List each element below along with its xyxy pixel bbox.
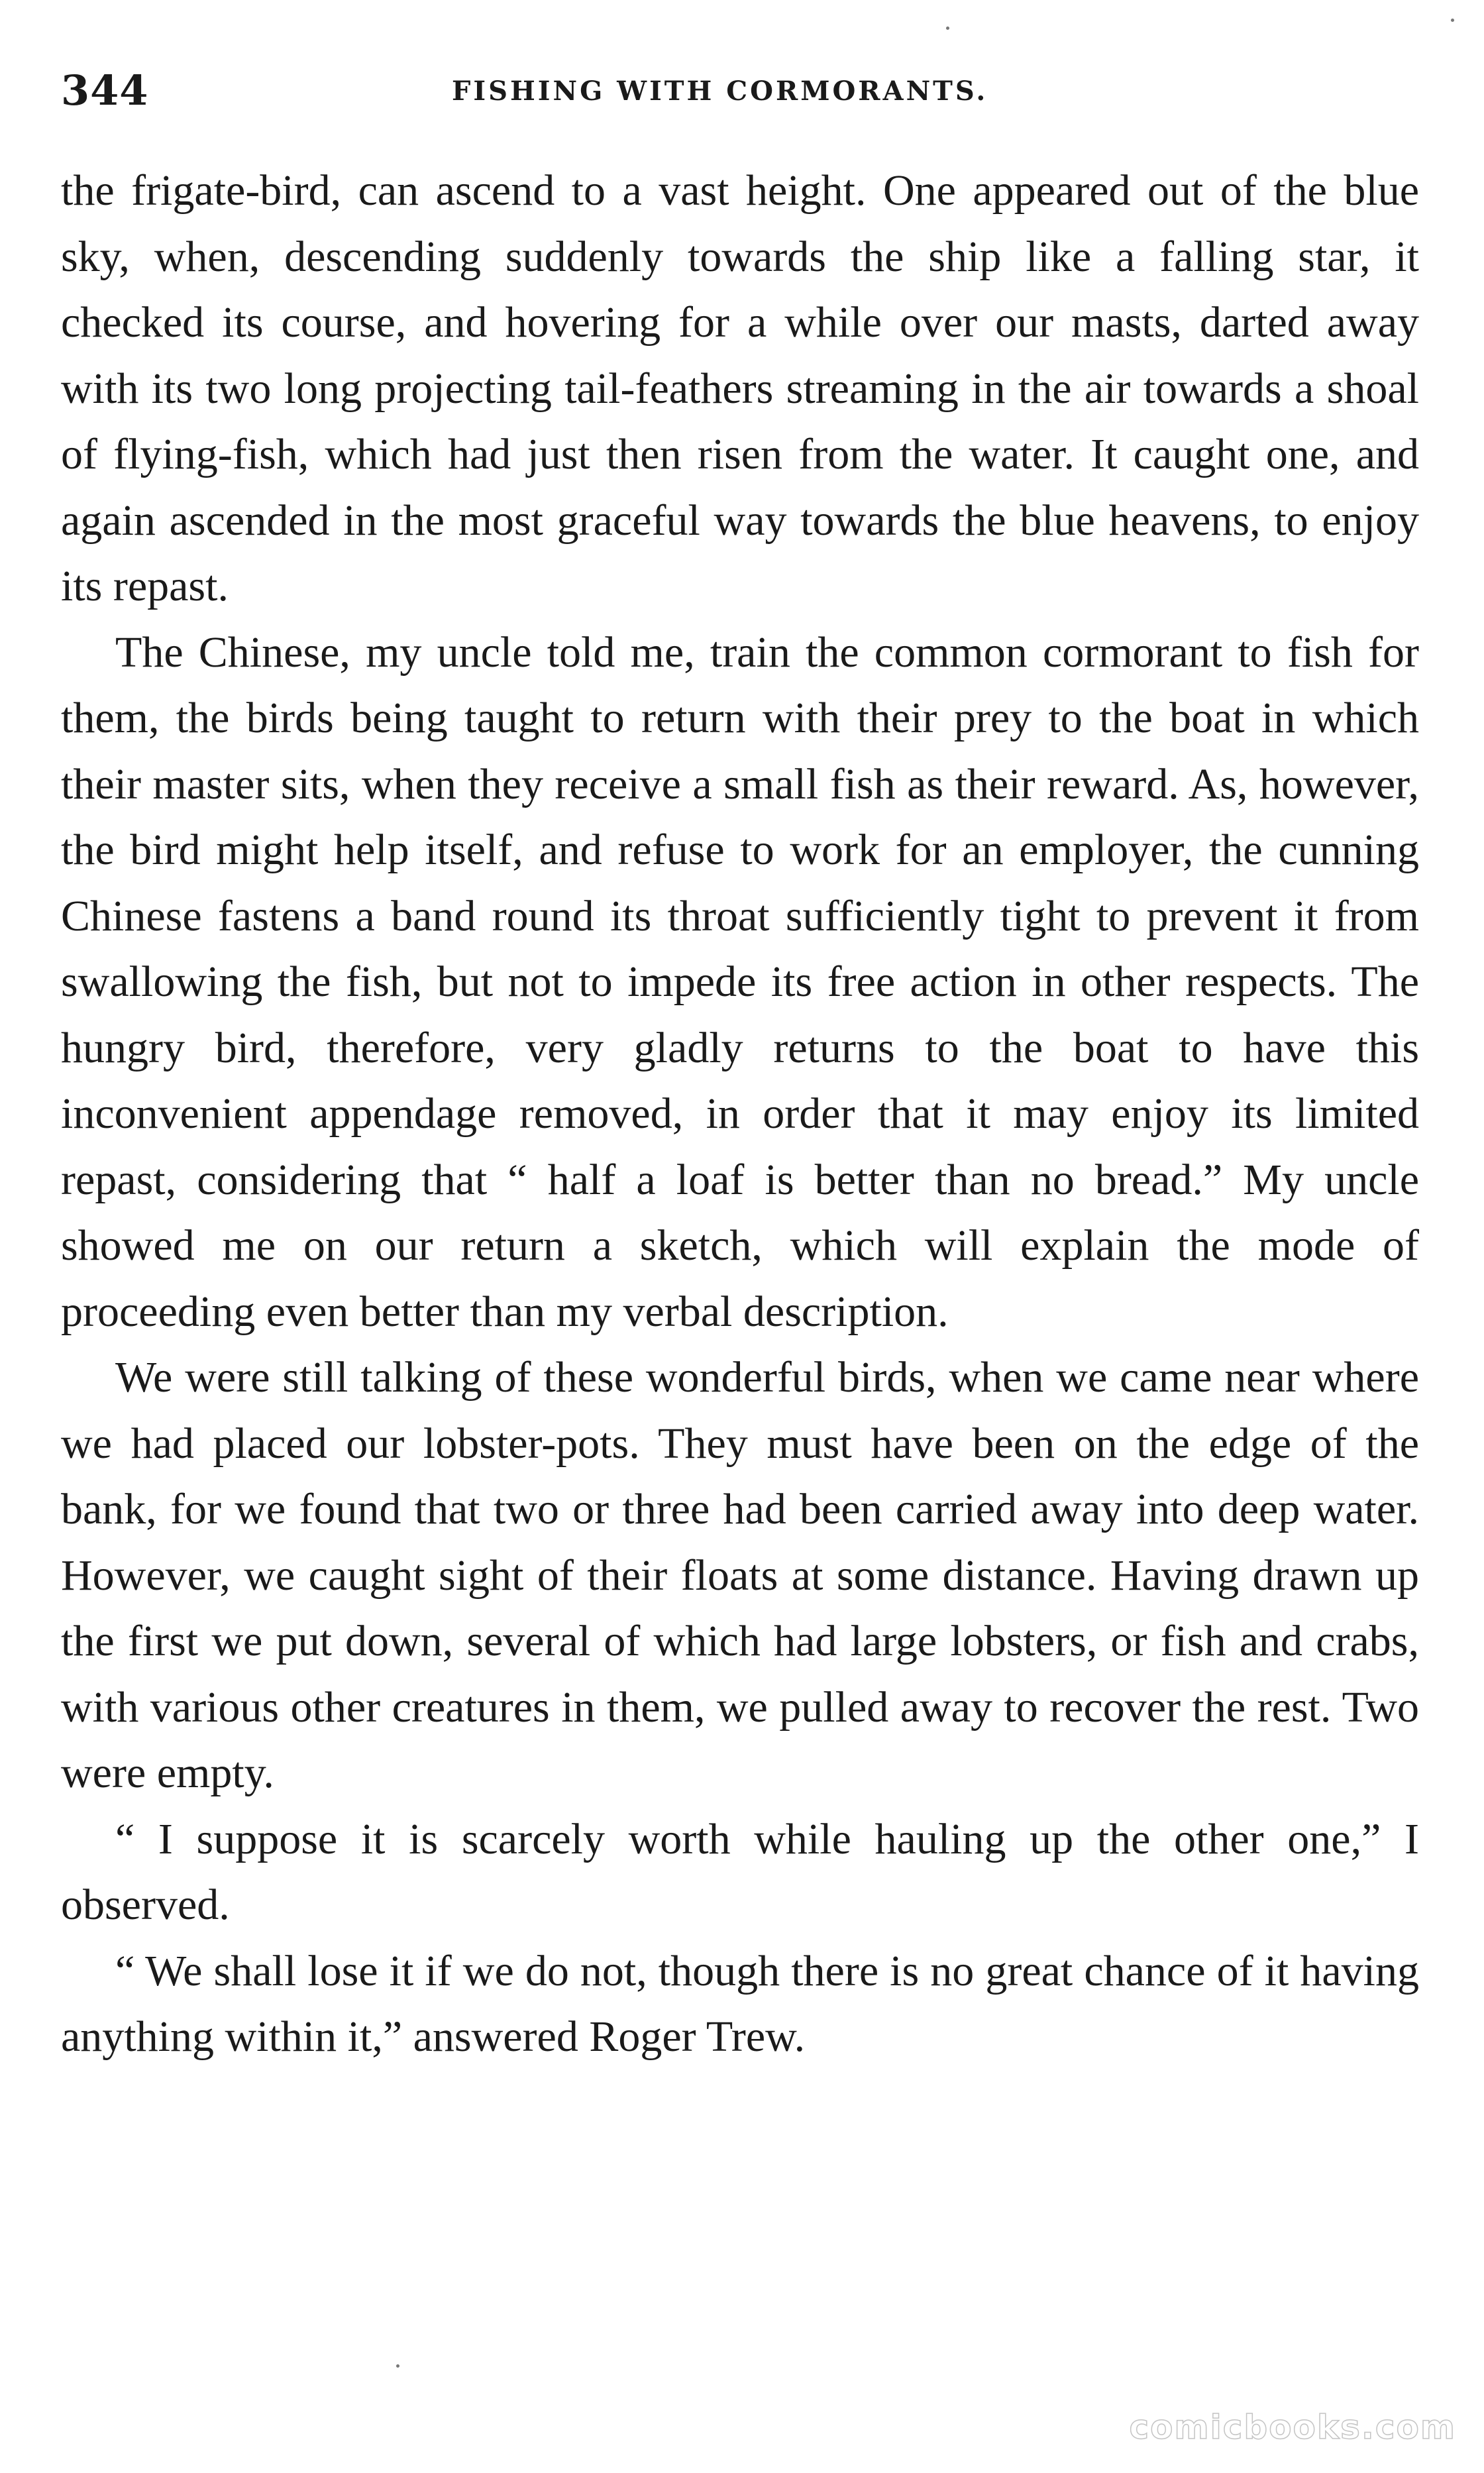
scan-speck (1451, 19, 1454, 22)
paragraph-lobster-pots: We were still talking of these wonderful birds, when we came near where we had placed our lobster-pots. They must have been on the edge of the bank, for we found that two or three had been carried away into deep water. However, we caught sight of their floats at some distance. Having drawn up the first we put down, several of which had large lobsters, or fish and crabs, with various other creatures in them, we pulled away to recover the rest. Two were empty. (61, 1353, 1419, 1797)
scan-speck (946, 27, 949, 30)
running-head (61, 66, 1419, 119)
body-text (61, 158, 1419, 2070)
paragraph-lose-it: “ We shall lose it if we do not, though there is no great chance of it having anything within it,” answered Roger Trew. (61, 1946, 1419, 2061)
paragraph-chinese-cormorant: The Chinese, my uncle told me, train the common cormorant to fish for them, the birds being taught to return with their prey to the boat in which their master sits, when they receive a small fish as their reward. As, however, the bird might help itself, and refuse to work for an employer, the cunning Chinese fastens a band round its throat sufficiently tight to prevent it from swallowing the fish, but not to impede its free action in other respects. The hungry bird, therefore, very gladly returns to the boat to have this inconvenient appendage removed, in order that it may enjoy its limited repast, considering that “ half a loaf is better than no bread.” My uncle showed me on our return a sketch, which will explain the mode of proceeding even better than my verbal description. (61, 628, 1419, 1336)
scan-speck (396, 2364, 399, 2368)
watermark: comicbooks.com (1129, 2408, 1456, 2446)
paragraph-frigate-bird: the frigate-bird, can ascend to a vast height. One appeared out of the blue sky, when, descending suddenly towards the ship like a falling star, it checked its course, and hovering for a while over our masts, darted away with its two long projecting tail-feathers streaming in the air towards a shoal of flying-fish, which had just then risen from the water. It caught one, and again ascended in the most graceful way towards the blue heavens, to enjoy its repast. (61, 166, 1419, 610)
paragraph-suppose: “ I suppose it is scarcely worth while hauling up the other one,” I observed. (61, 1814, 1419, 1929)
running-title: FISHING WITH CORMORANTS. (452, 76, 988, 107)
page-number: 344 (61, 66, 149, 115)
